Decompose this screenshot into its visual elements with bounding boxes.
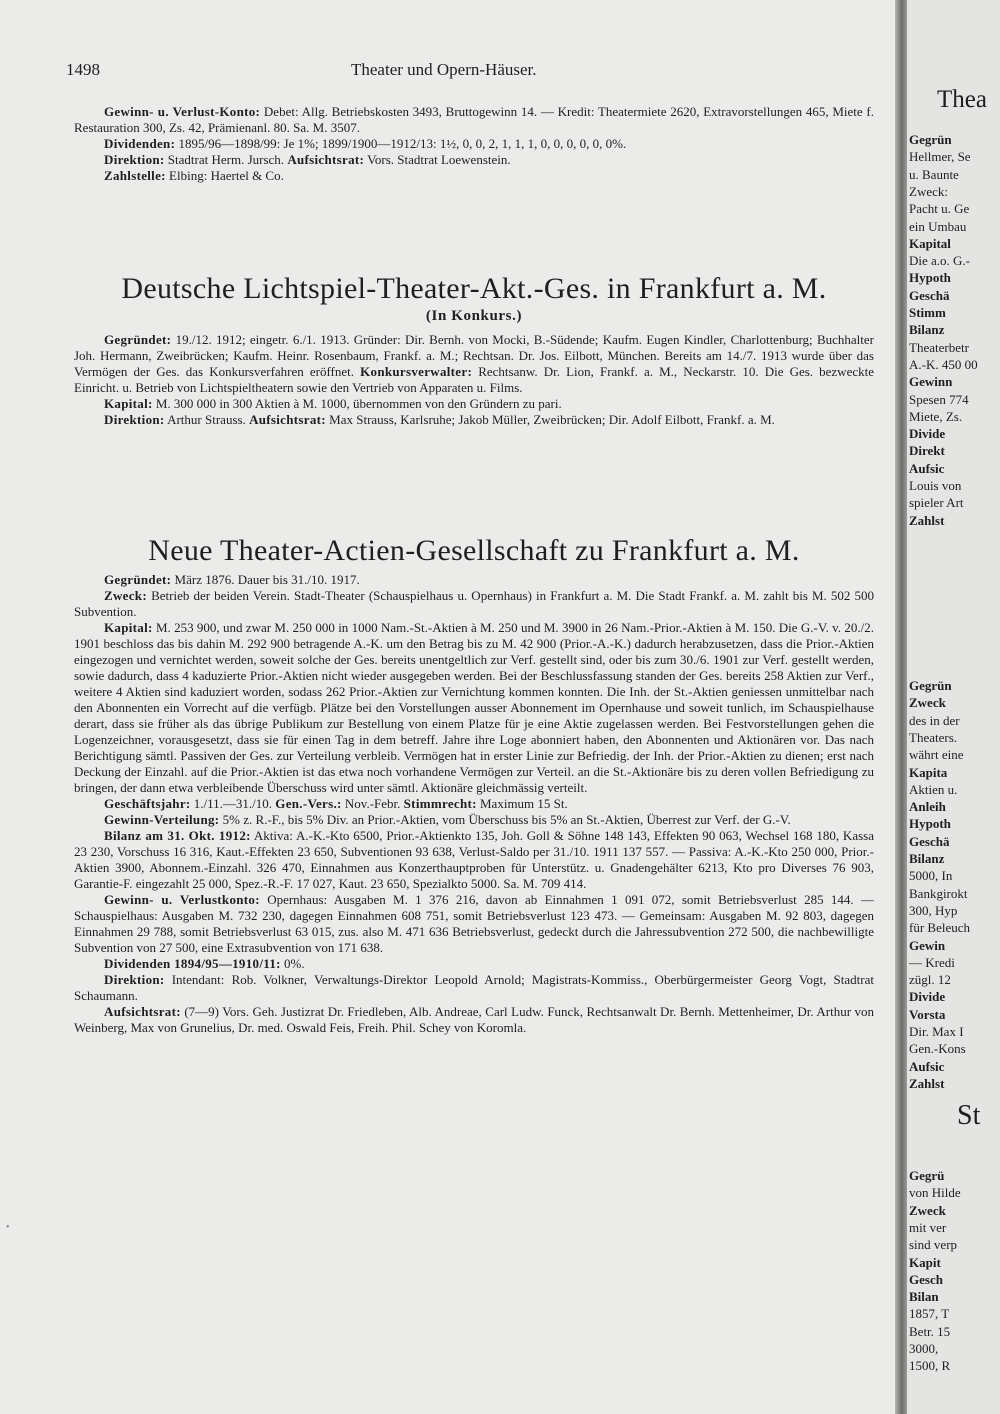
adjacent-line: Spesen 774	[909, 391, 969, 407]
adjacent-line: Kapit	[909, 1254, 941, 1270]
company1-konkursverwalter-text: Rechtsanw. Dr. Lion, Frankf. a. M., Neckarstr. 10. Die Ges. bezweckte Einricht. u. Betrieb von Lichtspieltheatern sowie den Vertrieb von Apparaten u. Films.	[74, 364, 874, 395]
company2-kapital-text: M. 253 900, und zwar M. 250 000 in 1000 Nam.-St.-Aktien à M. 250 und M. 3900 in 26 Nam.-Prior.-Aktien à M. 150. Die G.-V. v. 20./2. 1901 beschloss das bis dahin M. 292 900 betragende A.-K. um den Betrag bis zu M. 42 900 (Prior.-A.-K.) dadurch herabzusetzen, dass die Prior.-Aktien eingezogen und vernichtet werden, soweit solche der Ges. bereits unentgeltlich zur Verf. gestellt sind, oder bis zum 30./6. 1901 zur Verf. gestellt werden, sowie dadurch, dass 4 kaduzierte Prior.-Aktien nicht wieder ausgegeben werden. Bei der Beschlussfassung standen der Ges. bereits 258 Aktien zur Verf., weitere 4 Aktien sind kaduziert worden, sodass 262 Prior.-Aktien zur Vernichtung kommen konnten. Die Inh. der St.-Aktien geniessen unmittelbar nach den Abonnenten ein Vorrecht auf die verfügb. Plätze bei den Vorstellungen ausser Abonnement im Opernhause und soweit tunlich, im Schauspielhause derart, dass sie früher als das übrige Publikum zur Bestellung von einem Platze für je eine Aktie zugelassen werden. Bei Festvorstellungen gehen die Logenzeichner, vorausgesetzt, dass sie für einen Tag in dem betreff. Jahre ihre Loge abonniert haben, den Abonnenten und Aktionären vor. Das nach Berichtigung sämtl. Passiven der Ges. zur Verteilung verbleib. Vermögen hat in erster Linie zur Befriedig. der Inh. der Prior.-Aktien zu dienen; erst nach Deckung der Einzahl. auf die Prior.-Aktien ist das etwa noch vorhandene Vermögen zur Verteil. an die St.-Aktionäre bis zu deren vollen Befriedigung zu bringen, der dann etwa verbleibende Überschuss wird unter sämtl. Aktionäre gleichmässig verteilt.	[74, 620, 874, 795]
company1-kapital-text: M. 300 000 in 300 Aktien à M. 1000, übernommen von den Gründern zu pari.	[155, 396, 562, 411]
company1-title: Deutsche Lichtspiel-Theater-Akt.-Ges. in Frankfurt a. M.	[121, 272, 827, 305]
adjacent-line: Pacht u. Ge	[909, 201, 970, 217]
adjacent-line: Aktien u.	[909, 781, 958, 797]
running-title: Theater und Opern-Häuser.	[351, 60, 537, 79]
company1-aufsichtsrat-text: Max Strauss, Karlsruhe; Jakob Müller, Zweibrücken; Dir. Adolf Eilbott, Frankf. a. M.	[329, 412, 775, 427]
adjacent-heading-2: St	[957, 1100, 981, 1131]
company2-genvers-text: Nov.-Febr.	[344, 796, 401, 811]
company1-direktion-label: Direktion:	[104, 412, 165, 427]
adjacent-line: Divide	[909, 989, 946, 1005]
adjacent-line: Geschä	[909, 833, 950, 849]
adjacent-line: 5000, In	[909, 868, 953, 884]
adjacent-line: 1500, R	[909, 1358, 951, 1374]
adjacent-line: zügl. 12	[909, 972, 951, 988]
company2-geschaeftsjahr-label: Geschäftsjahr:	[104, 796, 191, 811]
adjacent-line: Zweck:	[909, 183, 948, 199]
adjacent-line: mit ver	[909, 1219, 947, 1235]
book-gutter	[895, 0, 907, 1414]
company1-kapital-label: Kapital:	[104, 396, 153, 411]
adjacent-line: Kapital	[909, 235, 951, 251]
adjacent-line: Stimm	[909, 305, 946, 320]
adjacent-line: Hypoth	[909, 816, 951, 832]
adjacent-line: Aufsic	[909, 1058, 945, 1074]
page-number: 1498	[66, 60, 100, 79]
adjacent-line: 1857, T	[909, 1306, 950, 1322]
company1-gegruendet-text: 19./12. 1912; eingetr. 6./1. 1913. Gründer: Dir. Bernh. von Mocki, B.-Südende; Kaufm. Eugen Kindler, Charlottenburg; Buchhalter Joh. Hermann, Zweibrücken; Kaufm. Heinr. Rosenbaum, Frankf. a. M.; Rechtsan. Dr. Jos. Eilbott, München. Bereits am 14./7. 1913 wurde über das Vermögen der Ges. das Konkursverfahren eröffnet.	[74, 332, 874, 379]
company2-gegruendet-text: März 1876. Dauer bis 31./10. 1917.	[174, 572, 360, 587]
adjacent-line: Hypoth	[909, 270, 951, 286]
adjacent-line: Geschä	[909, 287, 950, 303]
adjacent-line: Betr. 15	[909, 1323, 951, 1339]
adjacent-line: 300, Hyp	[909, 902, 958, 918]
company2-gewinnverteilung-label: Gewinn-Verteilung:	[104, 812, 220, 827]
adjacent-line: Divide	[909, 426, 946, 442]
company2-direktion-label: Direktion:	[104, 972, 165, 987]
adjacent-line: Louis von	[909, 478, 962, 493]
company2-zweck-text: Betrieb der beiden Verein. Stadt-Theater (Schauspielhaus u. Opernhaus) in Frankfurt a. M. Die Stadt Frankf. a. M. zahlt bis M. 502 500 Subvention.	[74, 588, 875, 619]
adjacent-line: spieler Art	[909, 495, 964, 511]
adjacent-line: Die a.o. G.-	[909, 253, 971, 269]
adjacent-line: währt eine	[909, 747, 964, 763]
adjacent-line: — Kredi	[909, 954, 955, 970]
company2-bilanz-label: Bilanz am 31. Okt. 1912:	[104, 828, 251, 843]
adjacent-line: Gen.-Kons	[909, 1041, 966, 1057]
zahlstelle-label: Zahlstelle:	[104, 168, 166, 183]
company2-genvers-label: Gen.-Vers.:	[275, 796, 342, 811]
adjacent-line: Anleih	[909, 799, 946, 815]
adjacent-line: Zahlst	[909, 1075, 945, 1091]
adjacent-line: Miete, Zs.	[909, 408, 963, 424]
adjacent-line: A.-K. 450 00	[909, 356, 978, 372]
adjacent-line: 3000,	[909, 1341, 939, 1356]
direktion-text: Stadtrat Herm. Jursch.	[167, 152, 285, 167]
adjacent-line: sind verp	[909, 1237, 958, 1253]
adjacent-line: Gesch	[909, 1271, 943, 1287]
company2-dividenden-label: Dividenden 1894/95—1910/11:	[104, 956, 281, 971]
company2-title: Neue Theater-Actien-Gesellschaft zu Frankfurt a. M.	[148, 534, 800, 567]
adjacent-line: Vorsta	[909, 1006, 946, 1022]
adjacent-line: Direkt	[909, 443, 945, 459]
company2-dividenden-text: 0%.	[284, 956, 305, 971]
adjacent-line: Gegrün	[909, 678, 952, 693]
adjacent-line: Bilan	[909, 1289, 939, 1305]
gewinn-label: Gewinn- u. Verlust-Konto:	[104, 104, 261, 119]
company2-zweck-label: Zweck:	[104, 588, 147, 603]
adjacent-line: für Beleuch	[909, 920, 971, 936]
adjacent-heading-1: Thea	[937, 86, 987, 113]
adjacent-line: Bilanz	[909, 322, 945, 338]
adjacent-page	[907, 0, 1000, 1414]
adjacent-line: Bankgirokt	[909, 885, 968, 901]
adjacent-line: Theaterbetr	[909, 339, 969, 355]
company2-aufsichtsrat-label: Aufsichtsrat:	[104, 1004, 181, 1019]
company1-aufsichtsrat-label: Aufsichtsrat:	[249, 412, 326, 427]
company2-gewinnverteilung-text: 5% z. R.-F., bis 5% Div. an Prior.-Aktien, vom Überschuss bis 5% an St.-Aktien, Überrest zur Verf. der G.-V.	[222, 812, 791, 827]
adjacent-line: von Hilde	[909, 1185, 961, 1201]
company1-entry	[74, 332, 874, 428]
company2-direktion-text: Intendant: Rob. Volkner, Verwaltungs-Direktor Leopold Arnold; Magistrats-Kommiss., Oberbürgermeister Georg Vogt, Stadtrat Schaumann.	[74, 972, 874, 1003]
company1-subtitle: (In Konkurs.)	[425, 308, 523, 324]
dividenden-text: 1895/96—1898/99: Je 1%; 1899/1900—1912/13: 1½, 0, 0, 2, 1, 1, 1, 0, 0, 0, 0, 0, 0%.	[178, 136, 627, 151]
adjacent-line: Gewin	[909, 937, 946, 953]
company2-aufsichtsrat-text: (7—9) Vors. Geh. Justizrat Dr. Friedleben, Alb. Andreae, Carl Ludw. Funck, Rechtsanwalt Dr. Bernh. Mettenheimer, Dr. Arthur von Weinberg, Max von Grunelius, Dr. med. Oswald Feis, Freih. Phil. Schey von Koromla.	[74, 1004, 875, 1035]
previous-entry	[74, 104, 874, 184]
company2-gewinnkonto-label: Gewinn- u. Verlustkonto:	[104, 892, 260, 907]
adjacent-line: ein Umbau	[909, 218, 967, 234]
adjacent-line: u. Baunte	[909, 166, 959, 182]
adjacent-line: Aufsic	[909, 460, 945, 476]
adjacent-line: Bilanz	[909, 851, 945, 866]
aufsichtsrat-label: Aufsichtsrat:	[287, 152, 365, 167]
adjacent-line: Gewinn	[909, 374, 953, 390]
margin-mark: •	[6, 1222, 10, 1233]
page-header	[66, 60, 875, 84]
company2-stimmrecht-text: Maximum 15 St.	[480, 796, 568, 811]
dividenden-label: Dividenden:	[104, 136, 176, 151]
adjacent-line: des in der	[909, 712, 960, 728]
company1-direktion-text: Arthur Strauss.	[167, 412, 246, 427]
company2-geschaeftsjahr-text: 1./11.—31./10.	[193, 796, 273, 811]
adjacent-line: Hellmer, Se	[909, 149, 971, 165]
adjacent-line: Zweck	[909, 695, 946, 711]
company1-gegruendet-label: Gegründet:	[104, 332, 172, 347]
company2-bilanz-text: Aktiva: A.-K.-Kto 6500, Prior.-Aktienkto 135, Joh. Goll & Söhne 148 143, Effekten 90 063, Wechsel 168 180, Kassa 23 230, Vorschuss 16 316, Kaut.-Effekten 23 650, Subventionen 93 638, Verlust-Saldo per 31./10. 1911 137 557. — Passiva: A.-K.-Kto 250 000, Prior.-Aktien 3900, Abonnem.-Einzahl. 326 470, Einnahmen aus Konzerthauptproben für Unterstütz. u. Gnadengehälter 6213, Kto pro Diverses 76 903, Garantie-F. eingezahlt 25 000, Spez.-R.-F. 17 027, Kaut. 23 650, Spezialkto 5000. Sa. M. 709 414.	[74, 828, 874, 891]
company1-konkursverwalter-label: Konkursverwalter:	[360, 364, 473, 379]
adjacent-line: Dir. Max I	[909, 1024, 964, 1039]
adjacent-line: Zahlst	[909, 512, 945, 528]
company2-gewinnkonto-text: Opernhaus: Ausgaben M. 1 376 216, davon ab Einnahmen 1 091 072, somit Betriebsverlust 285 144. — Schauspielhaus: Ausgaben M. 732 230, dagegen Einnahmen 608 751, somit Betriebsverlust 123 473. — Gemeinsam: Ausgaben M. 92 803, dagegen Einnahmen 29 788, somit Betriebsverlust 63 015, zus. also M. 471 636 Betriebsverlust, gedeckt durch die Jahressubvention 272 500, die nachbewilligte Subvention von 27 500, eine Extrasubvention von 171 638.	[74, 892, 874, 955]
adjacent-line: Gegrü	[909, 1168, 945, 1183]
adjacent-line: Zweck	[909, 1202, 946, 1218]
company2-entry	[74, 572, 874, 1036]
zahlstelle-text: Elbing: Haertel & Co.	[169, 168, 284, 183]
adjacent-line: Gegrün	[909, 132, 952, 147]
company2-gegruendet-label: Gegründet:	[104, 572, 172, 587]
company2-stimmrecht-label: Stimmrecht:	[403, 796, 477, 811]
aufsichtsrat-text: Vors. Stadtrat Loewenstein.	[367, 152, 511, 167]
company2-kapital-label: Kapital:	[104, 620, 153, 635]
gewinn-text: Debet: Allg. Betriebskosten 3493, Bruttogewinn 14. — Kredit: Theatermiete 2620, Extravorstellungen 465, Miete f. Restauration 300, Zs. 42, Prämienanl. 80. Sa. M. 3507.	[74, 104, 874, 135]
adjacent-line: Kapita	[909, 764, 948, 780]
adjacent-line: Theaters.	[909, 729, 958, 745]
direktion-label: Direktion:	[104, 152, 165, 167]
